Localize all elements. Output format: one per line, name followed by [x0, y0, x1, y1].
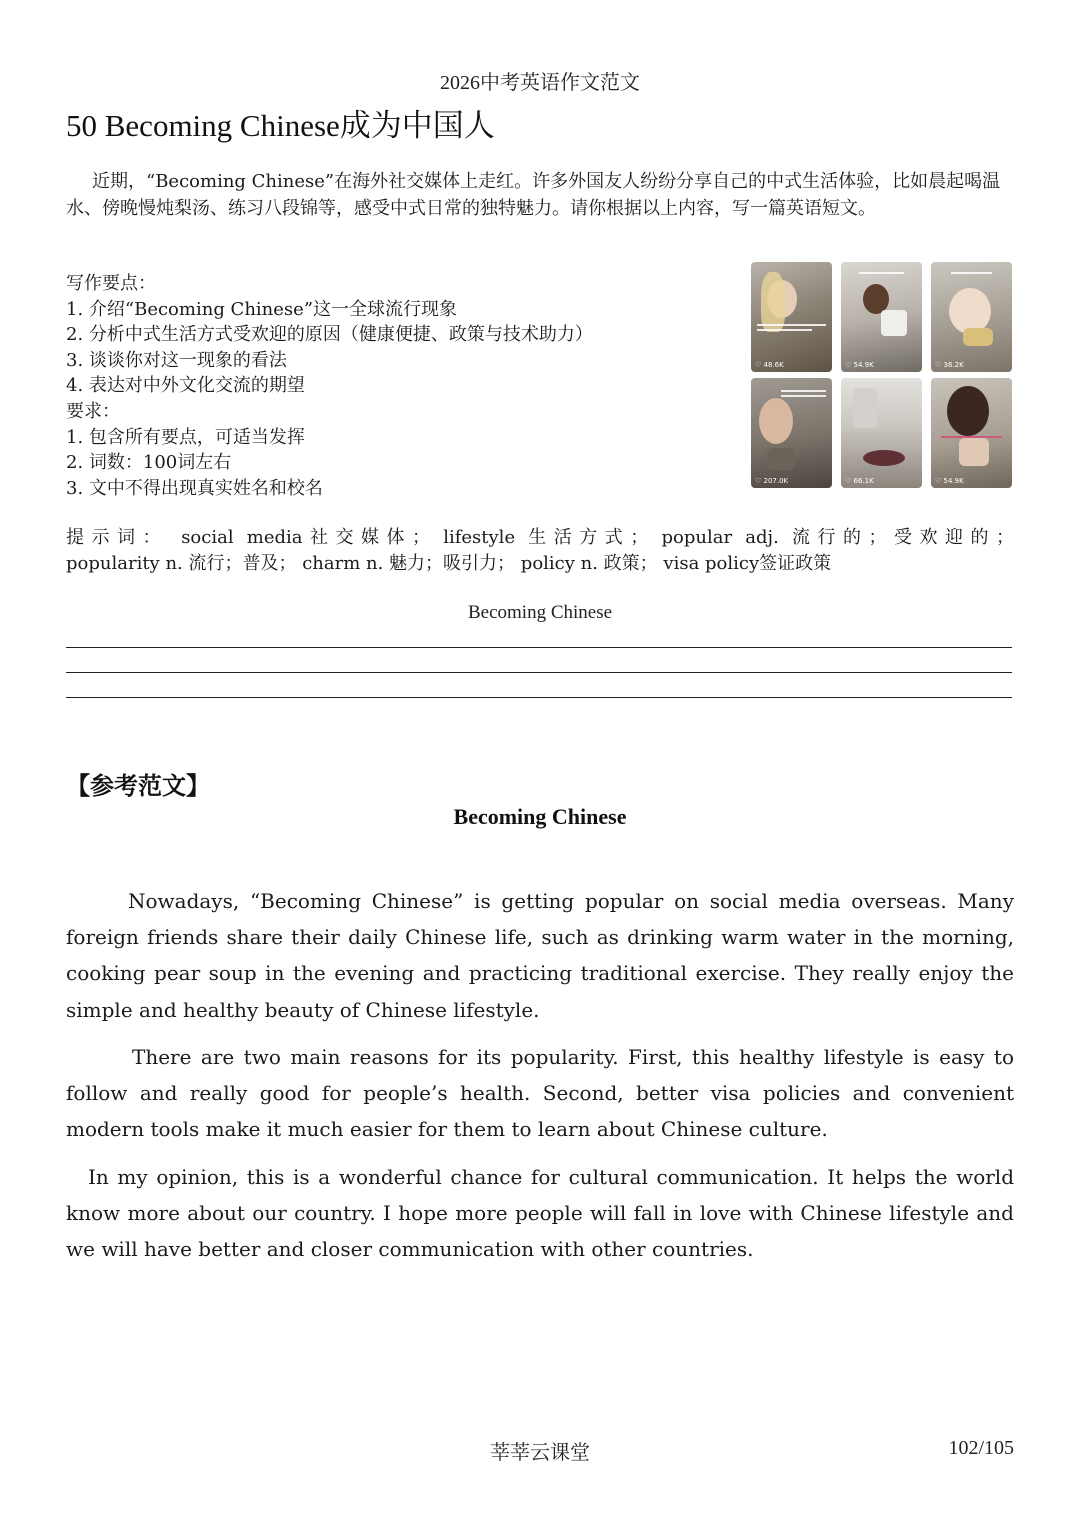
point-item: 3. 谈谈你对这一现象的看法: [66, 349, 287, 371]
hint-item: charm n. 魅力；吸引力；: [302, 553, 516, 574]
point-item: 2. 分析中式生活方式受欢迎的原因（健康便捷、政策与技术助力）: [66, 324, 593, 346]
hint-label: 提示词：: [66, 527, 168, 548]
photo-thumbnail: [841, 262, 922, 372]
page-header: 2026中考英语作文范文: [440, 72, 640, 94]
requirement-item: 2. 词数：100词左右: [66, 452, 232, 474]
writing-points: [66, 271, 736, 501]
page-title: 50 Becoming Chinese成为中国人: [66, 108, 495, 143]
page-number: 102/105: [948, 1437, 1014, 1459]
hint-item: visa policy签证政策: [663, 553, 832, 574]
social-media-photo-grid: [751, 262, 1013, 488]
essay-paragraph: In my opinion, this is a wonderful chance for cultural communication. It helps the world know more about our country. I hope more people will fall in love with Chinese lifestyle and we will have better and closer communication with other countries.: [66, 1165, 1014, 1262]
photo-thumbnail: [751, 378, 832, 488]
like-count: ♡ 207.0K: [755, 477, 789, 485]
hint-item: social media社交媒体；: [181, 527, 430, 548]
answer-line: [66, 647, 1012, 648]
photo-thumbnail: [841, 378, 922, 488]
reference-label: 【参考范文】: [66, 771, 210, 800]
answer-line: [66, 672, 1012, 673]
point-item: 4. 表达对中外文化交流的期望: [66, 375, 305, 397]
hint-item: popularity n. 流行；普及；: [66, 553, 297, 574]
like-count: ♡ 66.1K: [845, 477, 874, 485]
hint-item: policy n. 政策；: [520, 553, 658, 574]
answer-line: [66, 697, 1012, 698]
essay-paragraph: There are two main reasons for its popularity. First, this healthy lifestyle is easy to follow and really good for people’s health. Second, better visa policies and convenient modern tools make it much easier for them to learn about Chinese culture.: [66, 1045, 1014, 1142]
requirements-heading: 要求：: [66, 400, 120, 422]
points-heading: 写作要点：: [66, 273, 156, 294]
requirement-item: 1. 包含所有要点，可适当发挥: [66, 426, 305, 448]
requirement-item: 3. 文中不得出现真实姓名和校名: [66, 477, 323, 499]
photo-thumbnail: [751, 262, 832, 372]
essay-paragraph: Nowadays, “Becoming Chinese” is getting popular on social media overseas. Many foreign friends share their daily Chinese life, such as drinking warm water in the morning, cooking pear soup in the evening and practicing traditional exercise. They really enjoy the simple and healthy beauty of Chinese lifestyle.: [66, 889, 1014, 1022]
hint-words: [66, 525, 1014, 577]
hint-item: popular adj. 流行的；受欢迎的；: [661, 527, 1014, 548]
like-count: ♡ 54.9K: [935, 477, 964, 485]
footer-brand: 莘莘云课堂: [490, 1440, 590, 1464]
essay-title: Becoming Chinese: [453, 804, 627, 829]
hint-item: lifestyle 生活方式；: [443, 527, 649, 548]
photo-thumbnail: [931, 378, 1012, 488]
photo-thumbnail: [931, 262, 1012, 372]
like-count: ♡ 54.9K: [845, 361, 874, 369]
task-intro: [66, 168, 1014, 222]
like-count: ♡ 36.2K: [935, 361, 964, 369]
like-count: ♡ 48.6K: [755, 361, 784, 369]
point-item: 1. 介绍“Becoming Chinese”这一全球流行现象: [66, 298, 458, 320]
intro-text: 近期，“Becoming Chinese”在海外社交媒体上走红。许多外国友人纷纷分享自己的中式生活体验，比如晨起喝温水、傍晚慢炖梨汤、练习八段锦等，感受中式日常的独特魅力。请你根据以上内容，写一篇英语短文。: [66, 171, 1001, 219]
answer-title: Becoming Chinese: [467, 602, 613, 623]
